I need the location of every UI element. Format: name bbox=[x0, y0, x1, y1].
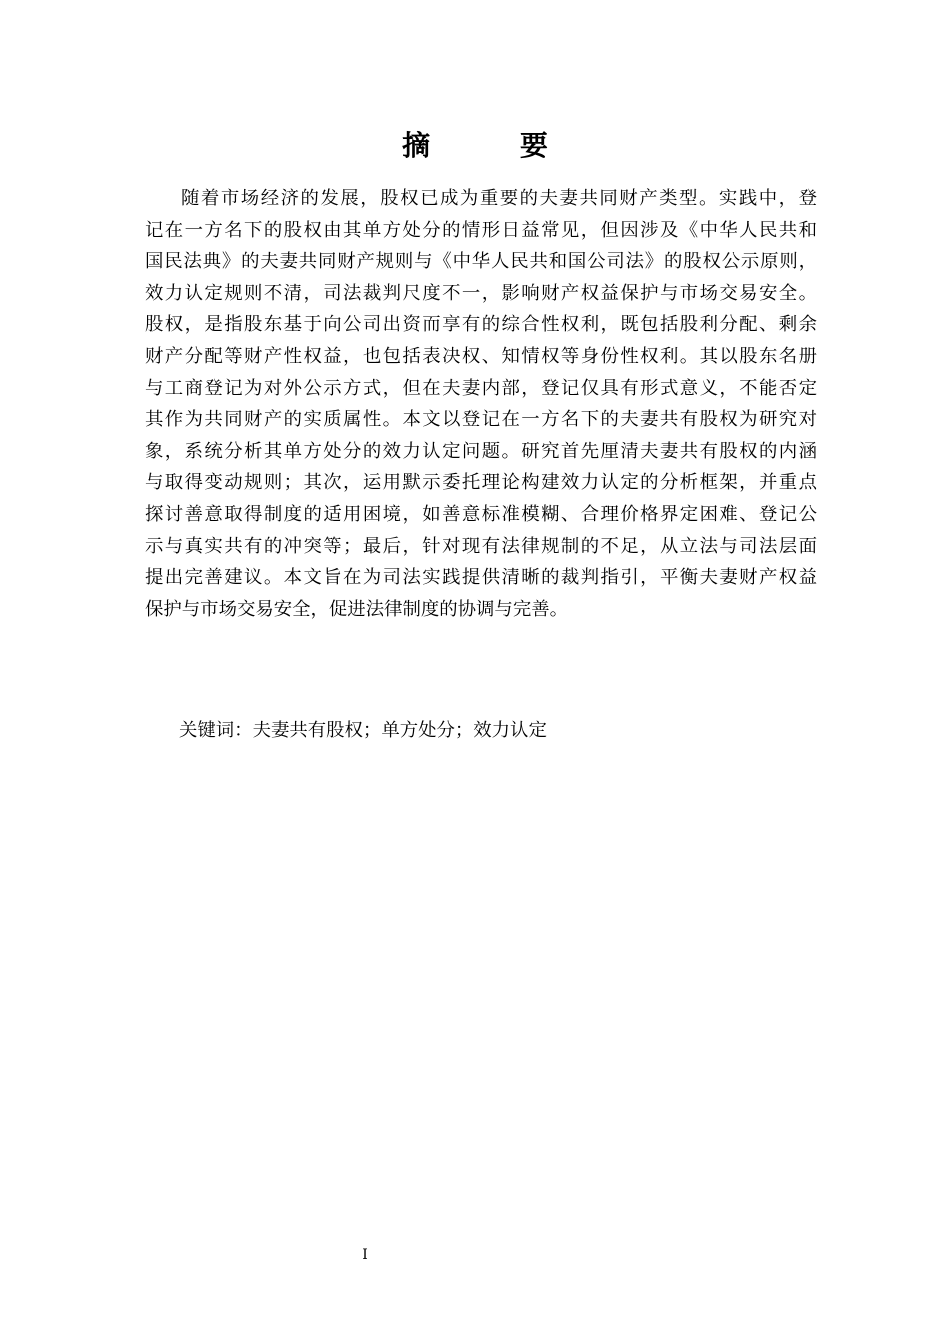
abstract-title: 摘 要 bbox=[402, 129, 588, 162]
page-number: I bbox=[362, 1247, 368, 1263]
abstract-line: 与工商登记为对外公示方式，但在夫妻内部，登记仅具有形式意义，不能否定 bbox=[145, 377, 817, 399]
abstract-line: 探讨善意取得制度的适用困境，如善意标准模糊、合理价格界定困难、登记公 bbox=[145, 503, 817, 525]
abstract-line: 财产分配等财产性权益，也包括表决权、知情权等身份性权利。其以股东名册 bbox=[145, 345, 817, 367]
abstract-line: 国民法典》的夫妻共同财产规则与《中华人民共和国公司法》的股权公示原则， bbox=[145, 251, 817, 273]
keywords-value: 夫妻共有股权；单方处分；效力认定 bbox=[252, 720, 547, 741]
abstract-line: 与取得变动规则；其次，运用默示委托理论构建效力认定的分析框架，并重点 bbox=[145, 472, 817, 494]
abstract-line: 随着市场经济的发展，股权已成为重要的夫妻共同财产类型。实践中，登 bbox=[181, 188, 817, 209]
keywords-label: 关键词： bbox=[179, 720, 253, 741]
keywords-row bbox=[179, 715, 547, 746]
abstract-line: 记在一方名下的股权由其单方处分的情形日益常见，但因涉及《中华人民共和 bbox=[145, 219, 817, 241]
abstract-line: 象，系统分析其单方处分的效力认定问题。研究首先厘清夫妻共有股权的内涵 bbox=[145, 440, 817, 462]
abstract-line: 股权，是指股东基于向公司出资而享有的综合性权利，既包括股利分配、剩余 bbox=[145, 314, 817, 336]
abstract-line: 提出完善建议。本文旨在为司法实践提供清晰的裁判指引，平衡夫妻财产权益 bbox=[145, 567, 817, 589]
abstract-line: 示与真实共有的冲突等；最后，针对现有法律规制的不足，从立法与司法层面 bbox=[145, 535, 817, 557]
abstract-line: 其作为共同财产的实质属性。本文以登记在一方名下的夫妻共有股权为研究对 bbox=[145, 409, 817, 431]
abstract-line: 效力认定规则不清，司法裁判尺度不一，影响财产权益保护与市场交易安全。 bbox=[145, 282, 817, 304]
abstract-body bbox=[145, 183, 817, 625]
abstract-line: 保护与市场交易安全，促进法律制度的协调与完善。 bbox=[145, 598, 568, 620]
